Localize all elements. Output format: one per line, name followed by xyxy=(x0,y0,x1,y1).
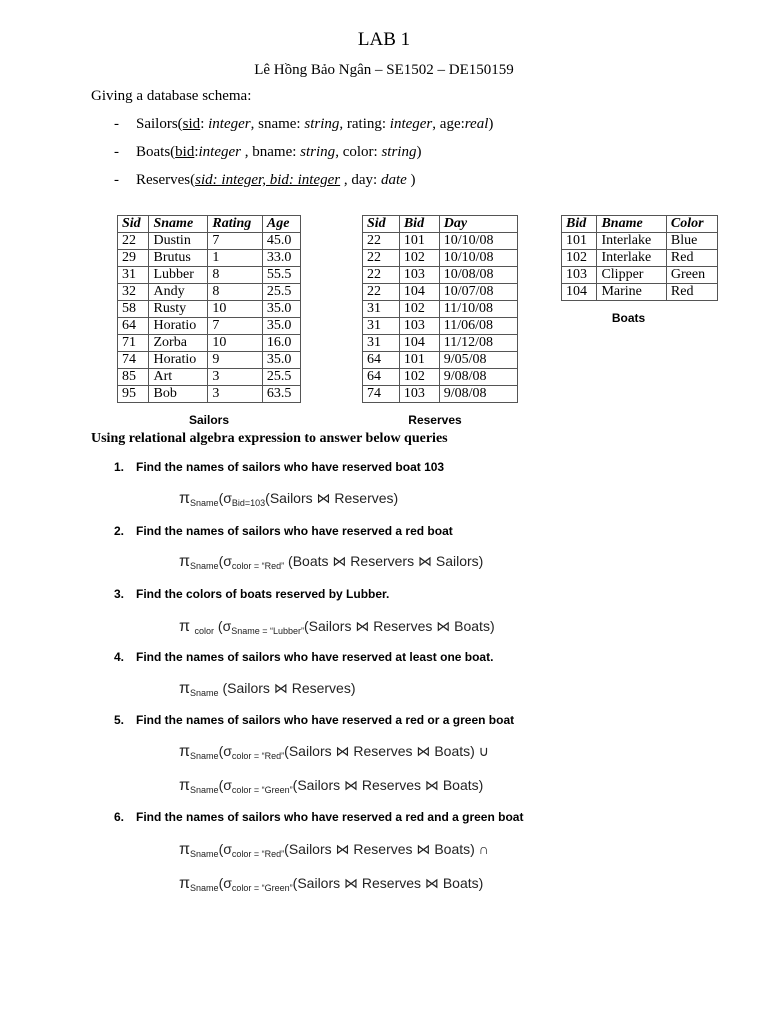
table-cell: 11/12/08 xyxy=(439,335,517,352)
query-3: 3. Find the colors of boats reserved by Lubber. xyxy=(114,587,390,601)
query-2: 2. Find the names of sailors who have reserved a red boat xyxy=(114,524,453,538)
table-cell: 10/10/08 xyxy=(439,233,517,250)
expression-1: $\pi_{Sname}(\sigma_{Bid=103}(Sailors$ ⋈ Reserves) xyxy=(179,490,399,508)
table-row xyxy=(118,335,301,352)
table-cell: 35.0 xyxy=(262,352,300,369)
schema-sailors: - Sailors(sid: integer, sname: string, rating: integer, age:real) xyxy=(114,116,494,132)
table-cell: 45.0 xyxy=(262,233,300,250)
table-cell: 104 xyxy=(562,284,597,301)
boats-header-row xyxy=(562,216,718,233)
table-row xyxy=(363,284,518,301)
table-cell: Marine xyxy=(597,284,666,301)
table-cell: 10 xyxy=(208,301,263,318)
table-row xyxy=(363,386,518,403)
table-cell: 104 xyxy=(399,335,439,352)
table-row xyxy=(118,318,301,335)
table-cell: 35.0 xyxy=(262,318,300,335)
table-cell: 31 xyxy=(363,335,400,352)
table-cell: 16.0 xyxy=(262,335,300,352)
table-cell: 102 xyxy=(399,301,439,318)
expression-6a: $\pi_{Sname}(\sigma_{color = “Red”}(Sailors$ ⋈ Reserves ⋈ Boats) ∩ xyxy=(179,841,489,859)
table-cell: 22 xyxy=(363,233,400,250)
sailors-column-header: Sid xyxy=(118,216,149,233)
table-cell: 101 xyxy=(562,233,597,250)
table-row xyxy=(363,267,518,284)
table-cell: 11/06/08 xyxy=(439,318,517,335)
reserves-table xyxy=(362,215,518,403)
table-cell: 33.0 xyxy=(262,250,300,267)
schema-intro: Giving a database schema: xyxy=(91,88,252,104)
table-cell: Rusty xyxy=(149,301,208,318)
table-cell: 63.5 xyxy=(262,386,300,403)
reserves-table-label: Reserves xyxy=(408,413,462,427)
table-cell: Clipper xyxy=(597,267,666,284)
table-cell: 31 xyxy=(363,318,400,335)
table-cell: 8 xyxy=(208,284,263,301)
boats-table xyxy=(561,215,718,301)
table-row xyxy=(118,352,301,369)
boats-column-header: Color xyxy=(666,216,717,233)
table-row xyxy=(562,233,718,250)
schema-boats: - Boats(bid:integer , bname: string, color: string) xyxy=(114,144,422,160)
schema-reserves: - Reserves(sid: integer, bid: integer , day: date ) xyxy=(114,172,416,188)
table-cell: Dustin xyxy=(149,233,208,250)
table-row xyxy=(118,250,301,267)
sailors-column-header: Age xyxy=(262,216,300,233)
table-cell: 95 xyxy=(118,386,149,403)
table-row xyxy=(363,250,518,267)
table-cell: Red xyxy=(666,284,717,301)
table-row xyxy=(118,233,301,250)
table-cell: 9/05/08 xyxy=(439,352,517,369)
query-1: 1. Find the names of sailors who have reserved boat 103 xyxy=(114,460,445,474)
table-cell: 32 xyxy=(118,284,149,301)
table-cell: 64 xyxy=(363,369,400,386)
table-cell: Green xyxy=(666,267,717,284)
table-row xyxy=(363,233,518,250)
table-cell: 101 xyxy=(399,352,439,369)
table-row xyxy=(363,318,518,335)
table-cell: 9/08/08 xyxy=(439,386,517,403)
table-cell: 102 xyxy=(399,369,439,386)
table-cell: 22 xyxy=(118,233,149,250)
sailors-column-header: Rating xyxy=(208,216,263,233)
table-cell: Red xyxy=(666,250,717,267)
table-cell: 8 xyxy=(208,267,263,284)
table-cell: 22 xyxy=(363,267,400,284)
table-cell: 102 xyxy=(399,250,439,267)
table-cell: Art xyxy=(149,369,208,386)
table-row xyxy=(363,301,518,318)
table-cell: Horatio xyxy=(149,352,208,369)
table-cell: 9/08/08 xyxy=(439,369,517,386)
table-cell: Lubber xyxy=(149,267,208,284)
table-cell: 10/10/08 xyxy=(439,250,517,267)
table-row xyxy=(363,335,518,352)
table-cell: Zorba xyxy=(149,335,208,352)
table-cell: 10/07/08 xyxy=(439,284,517,301)
table-cell: 7 xyxy=(208,233,263,250)
table-cell: 10/08/08 xyxy=(439,267,517,284)
table-row xyxy=(363,369,518,386)
sailors-table-label: Sailors xyxy=(188,413,230,427)
table-row xyxy=(118,386,301,403)
expression-6b: $\pi_{Sname}(\sigma_{color = “Green”}(Sailors$ ⋈ Reserves ⋈ Boats) xyxy=(179,875,484,893)
table-cell: 74 xyxy=(118,352,149,369)
table-cell: Andy xyxy=(149,284,208,301)
expression-3: π $_{color}$ ($\sigma_{Sname = “Lubber”}(Sailors$ ⋈ Reserves ⋈ Boats) xyxy=(179,618,495,636)
expression-2: $\pi_{Sname}(\sigma_{color = “Red”}$ (Boats ⋈ Reservers ⋈ Sailors) xyxy=(179,553,484,571)
table-cell: 58 xyxy=(118,301,149,318)
author-line: Lê Hồng Bảo Ngân – SE1502 – DE150159 xyxy=(254,62,514,78)
table-cell: 29 xyxy=(118,250,149,267)
query-4: 4. Find the names of sailors who have reserved at least one boat. xyxy=(114,650,494,664)
query-5: 5. Find the names of sailors who have reserved a red or a green boat xyxy=(114,713,515,727)
table-row xyxy=(118,267,301,284)
table-row xyxy=(118,369,301,386)
table-cell: 103 xyxy=(562,267,597,284)
instructions: Using relational algebra expression to answer below queries xyxy=(91,431,448,446)
table-cell: 101 xyxy=(399,233,439,250)
table-cell: 74 xyxy=(363,386,400,403)
reserves-column-header: Bid xyxy=(399,216,439,233)
table-cell: 10 xyxy=(208,335,263,352)
table-row xyxy=(562,267,718,284)
table-cell: 103 xyxy=(399,386,439,403)
table-cell: Blue xyxy=(666,233,717,250)
reserves-header-row xyxy=(363,216,518,233)
table-cell: Interlake xyxy=(597,233,666,250)
table-row xyxy=(118,301,301,318)
table-cell: 104 xyxy=(399,284,439,301)
query-6: 6. Find the names of sailors who have reserved a red and a green boat xyxy=(114,810,524,824)
table-row xyxy=(118,284,301,301)
table-cell: 25.5 xyxy=(262,284,300,301)
table-cell: 22 xyxy=(363,250,400,267)
expression-5a: $\pi_{Sname}(\sigma_{color = “Red”}(Sailors$ ⋈ Reserves ⋈ Boats) ∪ xyxy=(179,743,489,761)
boats-column-header: Bname xyxy=(597,216,666,233)
sailors-table xyxy=(117,215,301,403)
table-row xyxy=(363,352,518,369)
table-cell: 22 xyxy=(363,284,400,301)
table-cell: 85 xyxy=(118,369,149,386)
table-cell: Brutus xyxy=(149,250,208,267)
table-cell: Interlake xyxy=(597,250,666,267)
expression-4: $\pi_{Sname}$ (Sailors ⋈ Reserves) xyxy=(179,680,356,698)
table-row xyxy=(562,284,718,301)
table-row xyxy=(562,250,718,267)
sailors-column-header: Sname xyxy=(149,216,208,233)
table-cell: 11/10/08 xyxy=(439,301,517,318)
boats-table-label: Boats xyxy=(611,311,646,325)
table-cell: 3 xyxy=(208,386,263,403)
table-cell: 31 xyxy=(118,267,149,284)
table-cell: 102 xyxy=(562,250,597,267)
table-cell: 35.0 xyxy=(262,301,300,318)
page-title: LAB 1 xyxy=(357,29,411,50)
table-cell: Horatio xyxy=(149,318,208,335)
boats-column-header: Bid xyxy=(562,216,597,233)
table-cell: 7 xyxy=(208,318,263,335)
table-cell: 25.5 xyxy=(262,369,300,386)
table-cell: 103 xyxy=(399,318,439,335)
expression-5b: $\pi_{Sname}(\sigma_{color = “Green”}(Sailors$ ⋈ Reserves ⋈ Boats) xyxy=(179,777,484,795)
sailors-header-row xyxy=(118,216,301,233)
table-cell: 31 xyxy=(363,301,400,318)
table-cell: 1 xyxy=(208,250,263,267)
table-cell: Bob xyxy=(149,386,208,403)
reserves-column-header: Day xyxy=(439,216,517,233)
table-cell: 3 xyxy=(208,369,263,386)
table-cell: 9 xyxy=(208,352,263,369)
table-cell: 71 xyxy=(118,335,149,352)
reserves-column-header: Sid xyxy=(363,216,400,233)
table-cell: 103 xyxy=(399,267,439,284)
table-cell: 64 xyxy=(363,352,400,369)
table-cell: 55.5 xyxy=(262,267,300,284)
table-cell: 64 xyxy=(118,318,149,335)
